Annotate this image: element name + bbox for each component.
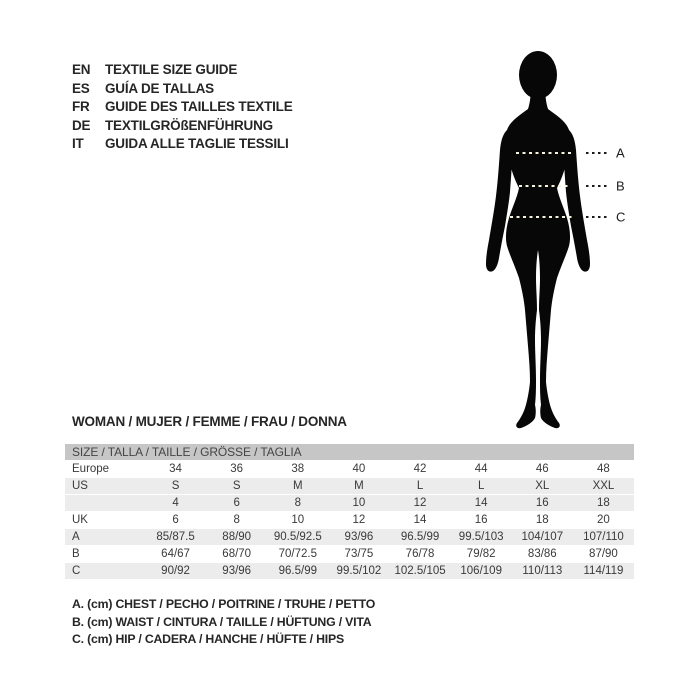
marker-label-c: C (616, 209, 626, 225)
size-cell: 38 (291, 463, 305, 475)
size-cell: 48 (597, 463, 610, 475)
table-header: SIZE / TALLA / TAILLE / GRÖSSE / TAGLIA (65, 444, 634, 461)
size-cell: 12 (352, 514, 366, 526)
size-cell: 40 (352, 463, 366, 475)
size-cell: 79/82 (466, 548, 496, 560)
size-cell: 8 (233, 514, 240, 526)
row-label: UK (72, 514, 88, 526)
legend-item-chest: A. (cm) CHEST / PECHO / POITRINE / TRUHE / PETTO (72, 597, 376, 611)
size-cell: XXL (592, 480, 615, 492)
row-label: B (72, 548, 80, 560)
table-row-chest (65, 529, 634, 546)
row-label (65, 495, 145, 511)
legend-item-waist: B. (cm) WAIST / CINTURA / TAILLE / HÜFTUNG / VITA (72, 614, 372, 629)
size-cell: 96.5/99 (278, 565, 317, 577)
size-cell: 64/67 (161, 548, 190, 560)
size-cell: 42 (413, 463, 427, 475)
language-code: ES (72, 80, 90, 96)
marker-label-b: B (616, 178, 625, 194)
size-cell: S (171, 480, 180, 492)
size-cell: 6 (172, 514, 179, 526)
woman-silhouette-svg (460, 40, 700, 440)
row-label: A (72, 531, 80, 543)
language-label: TEXTILE SIZE GUIDE (105, 62, 238, 77)
size-cell: XL (535, 480, 550, 492)
size-cell: 87/90 (589, 548, 618, 560)
row-label: C (72, 565, 81, 577)
size-cell: 102.5/105 (394, 565, 446, 577)
row-label: Europe (72, 463, 110, 475)
size-cell: 99.5/103 (458, 531, 504, 543)
language-row-fr (72, 98, 293, 117)
size-cell: 44 (474, 463, 488, 475)
size-cell: 76/78 (405, 548, 435, 560)
row-label: US (72, 480, 88, 492)
size-cell: 73/75 (344, 548, 374, 560)
size-cell: 10 (352, 497, 366, 509)
size-cell: 104/107 (521, 531, 564, 543)
size-cell: 106/109 (460, 565, 502, 577)
measurement-legend (72, 596, 375, 649)
size-cell: 6 (233, 497, 240, 509)
size-cell: 4 (172, 497, 179, 509)
size-cell: 88/90 (222, 531, 252, 543)
size-cell: 18 (535, 514, 549, 526)
size-cell: 83/86 (527, 548, 557, 560)
torso-legs-shape (506, 84, 570, 428)
language-row-de (72, 117, 293, 136)
woman-silhouette (486, 51, 590, 428)
size-cell: 93/96 (222, 565, 252, 577)
language-row-it (72, 135, 293, 154)
size-cell: L (477, 480, 485, 492)
language-row-en (72, 61, 293, 80)
size-cell: M (354, 480, 364, 492)
language-code: DE (72, 117, 91, 133)
size-cell: 93/96 (344, 531, 374, 543)
table-row-us-numeric (65, 495, 634, 512)
size-cell: 14 (474, 497, 488, 509)
size-cell: 36 (230, 463, 244, 475)
woman-silhouette-figure (460, 40, 700, 440)
size-cell: 99.5/102 (336, 565, 382, 577)
size-cell: 10 (291, 514, 305, 526)
size-cell: 90/92 (161, 565, 190, 577)
size-cell: 8 (294, 497, 302, 509)
size-cell: 34 (169, 463, 182, 475)
language-code: IT (72, 136, 84, 152)
right-arm-shape (564, 130, 590, 272)
table-row-waist (65, 546, 634, 563)
marker-label-a: A (616, 145, 625, 161)
size-cell: S (232, 480, 241, 492)
table-row-us-letters (65, 478, 634, 495)
language-code: FR (72, 99, 90, 115)
size-cell: 110/113 (522, 565, 563, 577)
size-cell: 16 (535, 497, 549, 509)
language-row-es (72, 80, 293, 99)
language-label: GUIDA ALLE TAGLIE TESSILI (105, 136, 289, 152)
size-cell: 107/110 (583, 531, 624, 543)
size-cell: 85/87.5 (156, 531, 195, 543)
size-cell: 20 (597, 514, 610, 526)
table-row-uk (65, 512, 634, 529)
size-cell: M (293, 480, 303, 492)
legend-item-hip: C. (cm) HIP / CADERA / HANCHE / HÜFTE / HIPS (72, 632, 345, 646)
size-cell: L (416, 480, 424, 492)
size-cell: 46 (535, 463, 549, 475)
size-cell: 16 (474, 514, 488, 526)
size-cell: 96.5/99 (400, 531, 440, 543)
table-row-hip (65, 563, 634, 580)
language-label: TEXTILGRÖßENFÜHRUNG (105, 117, 273, 133)
size-cell: 68/70 (222, 548, 252, 560)
language-list (72, 61, 293, 154)
size-cell: 90.5/92.5 (273, 531, 322, 543)
language-label: GUIDE DES TAILLES TEXTILE (105, 99, 293, 115)
table-row-europe (65, 461, 634, 478)
size-cell: 12 (413, 497, 427, 509)
size-cell: 18 (597, 497, 610, 509)
section-title: WOMAN / MUJER / FEMME / FRAU / DONNA (72, 414, 347, 429)
size-table (65, 444, 634, 580)
size-cell: 14 (413, 514, 427, 526)
left-arm-shape (486, 130, 512, 272)
size-cell: 114/119 (583, 565, 624, 577)
language-label: GUÍA DE TALLAS (105, 80, 214, 96)
language-code: EN (72, 62, 91, 77)
size-cell: 70/72.5 (278, 548, 317, 560)
